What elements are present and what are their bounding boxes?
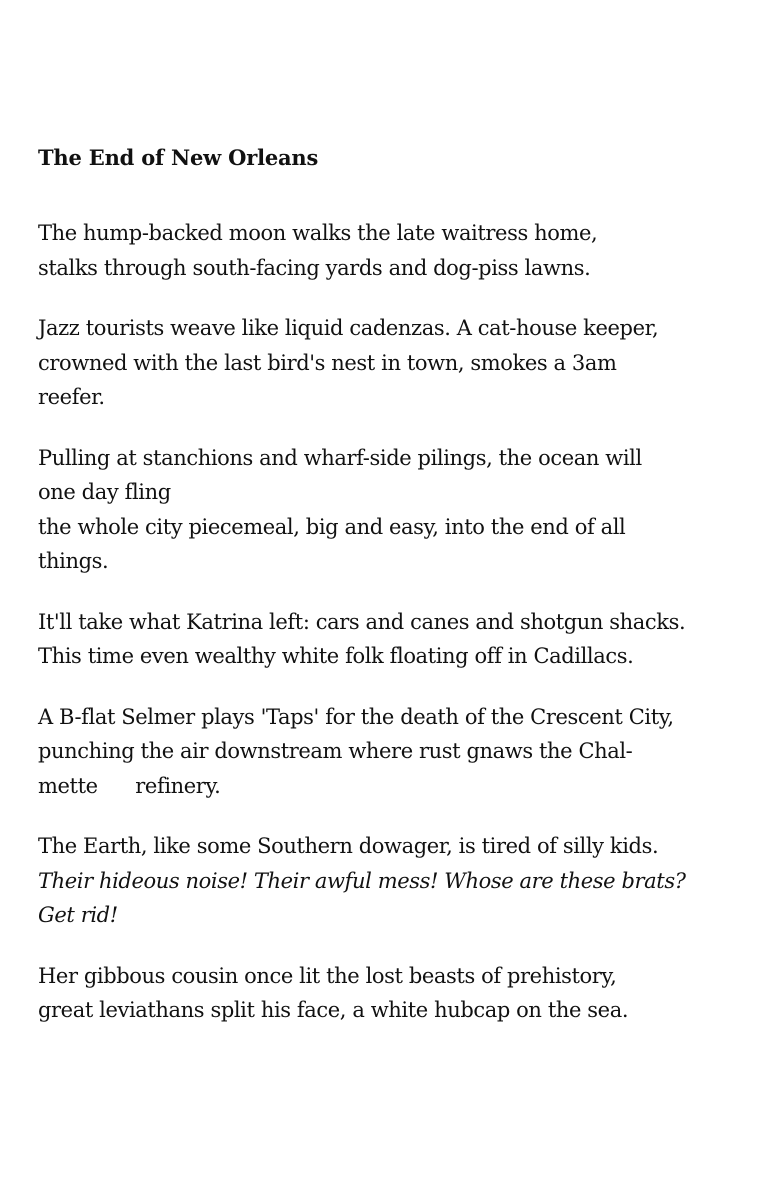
poem-line: The Earth, like some Southern dowager, is tired of silly kids. [38,834,659,858]
poem-line: Her gibbous cousin once lit the lost beasts of prehistory, [38,963,617,988]
poem-line: Jazz tourists weave like liquid cadenzas. A cat-house keeper, [38,316,659,340]
poem-line-italic: Their hideous noise! Their awful mess! Whose are these brats? [38,868,686,893]
poem-title: The End of New Orleans [38,145,319,170]
poem-line: punching the air downstream where rust gnaws the Chal- [38,739,633,763]
poem-line: Pulling at stanchions and wharf-side pilings, the ocean will [38,445,642,470]
poem-line-italic: Get rid! [38,903,118,927]
poem-line: stalks through south-facing yards and dog-piss lawns. [38,255,591,280]
stanza-1 [38,216,758,285]
poem-line: things. [38,549,109,573]
stanza-3 [38,441,758,579]
poem-line: It'll take what Katrina left: cars and canes and shotgun shacks. [38,609,686,634]
poem-line: reefer. [38,385,105,409]
poem-line: crowned with the last bird's nest in town, smokes a 3am [38,350,617,375]
poem-line: This time even wealthy white folk floating off in Cadillacs. [38,644,634,668]
poem-page [38,143,758,1054]
poem-line: the whole city piecemeal, big and easy, into the end of all [38,514,626,539]
poem-line: mette refinery. [38,773,221,798]
poem-line: great leviathans split his face, a white hubcap on the sea. [38,998,629,1022]
stanza-5 [38,700,758,804]
poem-line: one day fling [38,480,171,504]
stanza-2 [38,311,758,415]
stanza-7 [38,959,758,1028]
stanza-6 [38,829,758,933]
stanza-4 [38,605,758,674]
poem-line: A B-flat Selmer plays 'Taps' for the death of the Crescent City, [38,704,674,729]
poem-line: The hump-backed moon walks the late waitress home, [38,221,598,245]
